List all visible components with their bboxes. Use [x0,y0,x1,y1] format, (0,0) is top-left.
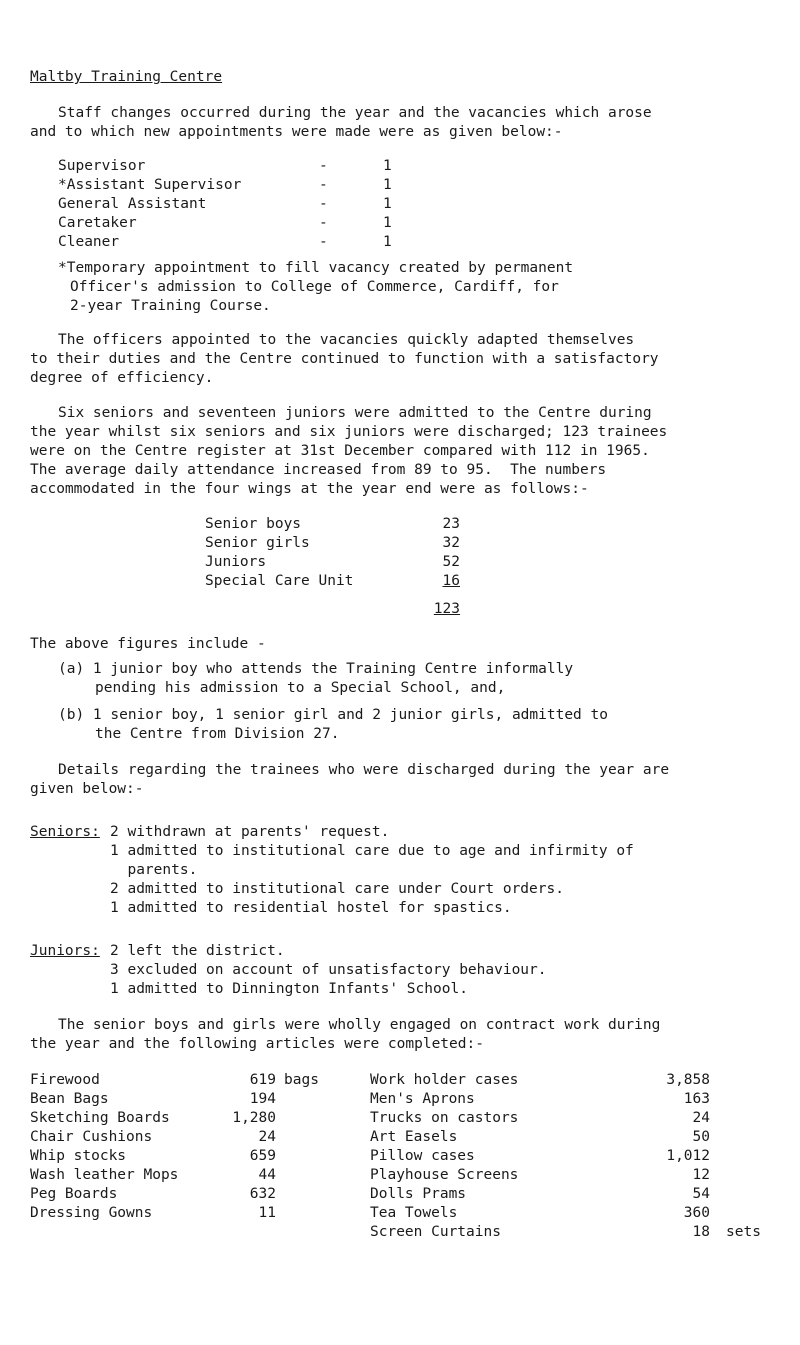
article-item: Bean Bags [30,1091,109,1107]
article-qty: 44 [258,1167,276,1183]
article-item: Whip stocks [30,1148,127,1164]
footnote-line-1: *Temporary appointment to fill vacancy created by permanent [58,260,574,276]
wing-value: 23 [442,516,460,532]
article-item: Chair Cushions [30,1129,153,1145]
staff-dash: - [319,158,328,174]
staff-role: General Assistant [58,196,207,212]
seniors-item: 1 admitted to institutional care due to age and infirmity of [110,843,634,859]
juniors-item: 2 left the district. [110,943,285,959]
include-a-line-2: pending his admission to a Special School, and, [95,680,506,696]
contract-line-2: the year and the following articles were completed:- [30,1036,484,1052]
wing-value: 16 [442,573,460,589]
article-item: Art Easels [370,1129,458,1145]
seniors-item: 2 admitted to institutional care under Court orders. [110,881,564,897]
article-item: Screen Curtains [370,1224,501,1240]
seniors-item: 2 withdrawn at parents' request. [110,824,390,840]
article-item: Dolls Prams [370,1186,467,1202]
article-qty: 1,280 [232,1110,276,1126]
juniors-label: Juniors: [30,943,100,959]
seniors-para-line-2: the year whilst six seniors and six juniors were discharged; 123 trainees [30,424,668,440]
article-item: Sketching Boards [30,1110,170,1126]
include-b-line-2: the Centre from Division 27. [95,726,340,742]
wings-total: 123 [433,601,460,617]
juniors-item: 3 excluded on account of unsatisfactory behaviour. [110,962,547,978]
contract-line-1: The senior boys and girls were wholly engaged on contract work during [58,1017,661,1033]
staff-count: 1 [383,177,392,193]
include-b-line-1: (b) 1 senior boy, 1 senior girl and 2 junior girls, admitted to [58,707,608,723]
seniors-para-line-5: accommodated in the four wings at the year end were as follows:- [30,481,589,497]
officers-line-3: degree of efficiency. [30,370,214,386]
seniors-para-line-4: The average daily attendance increased from 89 to 95. The numbers [30,462,607,478]
officers-line-2: to their duties and the Centre continued to function with a satisfactory [30,351,659,367]
staff-dash: - [319,215,328,231]
article-item: Tea Towels [370,1205,458,1221]
article-item: Work holder cases [370,1072,519,1088]
article-item: Peg Boards [30,1186,118,1202]
staff-count: 1 [383,234,392,250]
intro-line-2: and to which new appointments were made were as given below:- [30,124,563,140]
article-qty: 659 [249,1148,276,1164]
article-item: Pillow cases [370,1148,475,1164]
intro-line-1: Staff changes occurred during the year and the vacancies which arose [58,105,652,121]
article-qty: 24 [258,1129,276,1145]
article-qty: 1,012 [666,1148,710,1164]
staff-dash: - [319,196,328,212]
seniors-item: parents. [110,862,198,878]
staff-dash: - [319,234,328,250]
staff-count: 1 [383,158,392,174]
details-line-1: Details regarding the trainees who were discharged during the year are [58,762,670,778]
article-unit: bags [284,1072,319,1088]
article-qty: 194 [249,1091,276,1107]
staff-role: Supervisor [58,158,146,174]
staff-role: *Assistant Supervisor [58,177,242,193]
article-qty: 360 [683,1205,710,1221]
article-qty: 3,858 [666,1072,710,1088]
juniors-item: 1 admitted to Dinnington Infants' School. [110,981,468,997]
article-item: Men's Aprons [370,1091,475,1107]
wing-label: Senior girls [205,535,310,551]
article-qty: 12 [692,1167,710,1183]
article-qty: 11 [258,1205,276,1221]
footnote-line-3: 2-year Training Course. [70,298,271,314]
include-a-line-1: (a) 1 junior boy who attends the Training Centre informally [58,661,574,677]
article-unit: sets [726,1224,761,1240]
article-item: Wash leather Mops [30,1167,179,1183]
seniors-para-line-3: were on the Centre register at 31st December compared with 112 in 1965. [30,443,650,459]
staff-role: Cleaner [58,234,120,250]
wing-value: 52 [442,554,460,570]
article-qty: 24 [692,1110,710,1126]
article-qty: 163 [683,1091,710,1107]
staff-count: 1 [383,215,392,231]
officers-line-1: The officers appointed to the vacancies quickly adapted themselves [58,332,635,348]
article-item: Dressing Gowns [30,1205,153,1221]
article-qty: 50 [692,1129,710,1145]
article-item: Trucks on castors [370,1110,519,1126]
seniors-label: Seniors: [30,824,100,840]
wing-label: Senior boys [205,516,302,532]
page-title: Maltby Training Centre [30,69,223,85]
seniors-item: 1 admitted to residential hostel for spastics. [110,900,512,916]
staff-count: 1 [383,196,392,212]
wing-label: Juniors [205,554,267,570]
article-qty: 619 [249,1072,276,1088]
footnote-line-2: Officer's admission to College of Commerce, Cardiff, for [70,279,559,295]
staff-role: Caretaker [58,215,137,231]
article-qty: 54 [692,1186,710,1202]
wing-value: 32 [442,535,460,551]
include-heading: The above figures include - [30,636,266,652]
article-item: Playhouse Screens [370,1167,519,1183]
details-line-2: given below:- [30,781,144,797]
staff-dash: - [319,177,328,193]
article-qty: 632 [249,1186,276,1202]
article-item: Firewood [30,1072,100,1088]
article-qty: 18 [692,1224,710,1240]
seniors-para-line-1: Six seniors and seventeen juniors were admitted to the Centre during [58,405,652,421]
wing-label: Special Care Unit [205,573,354,589]
